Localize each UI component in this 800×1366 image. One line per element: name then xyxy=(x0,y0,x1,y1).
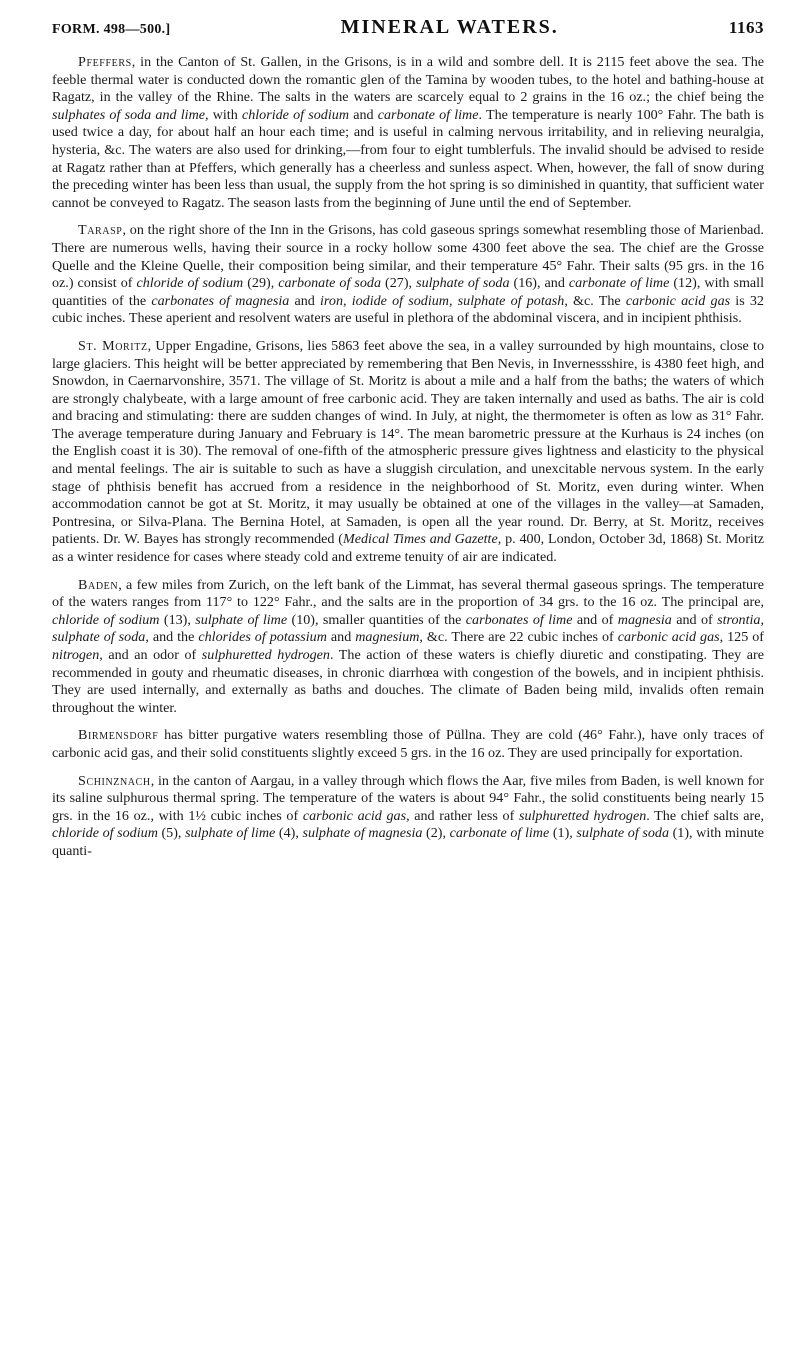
text-run: and xyxy=(326,629,356,646)
italic-term: sulphate of magnesia xyxy=(302,825,423,842)
entry-heading: Tarasp xyxy=(78,222,123,239)
body-text xyxy=(52,54,764,861)
paragraph-baden xyxy=(52,577,764,718)
italic-term: carbonic acid gas xyxy=(302,807,407,824)
paragraph-st-moritz xyxy=(52,338,764,567)
text-run: (1), with minute quanti- xyxy=(52,825,764,859)
text-run: , in the Canton of St. Gallen, in the Grisons, is in a wild and sombre dell. It is 2115 feet above the sea. The feeble thermal water is conducted down the romantic glen of the Tamina by wooden tubes, to the hotel and bathing-house at Ragatz, in the valley of the Rhine. The salts in the waters are scarcely equal to 2 grains in the 16 oz.; the chief being the xyxy=(52,54,764,106)
italic-term: sulphate of soda xyxy=(416,275,510,292)
text-run: (4), xyxy=(275,825,303,842)
italic-term: strontia, sulphate of soda xyxy=(52,611,764,646)
text-run: , p. 400, London, October 3d, 1868) St. Moritz as a winter residence for cases where steady cold and extreme tenuity of air are indicated. xyxy=(52,531,764,566)
text-run: (10), smaller quantities of the xyxy=(287,611,466,628)
entry-heading: St. Moritz xyxy=(78,337,148,354)
entry-heading: Birmensdorf xyxy=(78,727,159,744)
text-run: is 32 cubic inches. These aperient and resolvent waters are useful in plethora of the abdominal viscera, and in incipient phthisis. xyxy=(52,292,764,327)
text-run: and xyxy=(289,292,321,309)
text-run: . The action of these waters is chiefly diuretic and constipating. They are recommended in gouty and rheumatic diseases, in chronic diarrhœa with congestion of the bowels, and in incipient phthisis. They are used internally, and externally as baths and douches. The climate of Baden being mild, invalids often remain throughout the winter. xyxy=(52,647,764,716)
paragraph-schinznach xyxy=(52,773,764,861)
text-run: , and an odor of xyxy=(99,647,202,663)
italic-term: carbonate of soda xyxy=(278,275,382,292)
italic-term: sulphate of lime xyxy=(185,825,276,842)
italic-term: sulphates of soda and lime xyxy=(52,106,205,123)
text-run: (1), xyxy=(549,825,577,842)
text-run: (16), and xyxy=(509,275,569,292)
entry-heading: Pfeffers xyxy=(78,54,132,70)
text-run: (2), xyxy=(422,825,450,842)
page-title: MINERAL WATERS. xyxy=(340,16,559,38)
italic-term: carbonates of magnesia xyxy=(151,292,290,309)
form-reference: FORM. 498—500.] xyxy=(52,22,171,37)
text-run: , on the right shore of the Inn in the Grisons, has cold gaseous springs somewhat resembling those of Marienbad. There are numerous wells, having their source in a rocky hollow some 4300 feet above the sea. The chief are the Grosse Quelle and the Kleine Quelle, their composition being similar, and their temperature 45° Fahr. Their salts (95 grs. in the 16 oz.) consist of xyxy=(52,222,764,292)
text-run: (5), xyxy=(157,825,186,842)
entry-heading: Baden xyxy=(78,576,119,593)
italic-term: carbonate of lime xyxy=(449,825,550,842)
italic-term: chloride of sodium xyxy=(136,275,244,292)
italic-term: magnesia xyxy=(617,611,672,628)
italic-term: sulphate of soda xyxy=(576,825,669,842)
text-run: , and rather less of xyxy=(406,807,519,824)
page-number: 1163 xyxy=(728,18,764,37)
italic-term: sulphuretted hydrogen xyxy=(518,807,647,824)
text-run: , with xyxy=(205,106,242,123)
text-run: and of xyxy=(572,611,618,628)
italic-term: chlorides of potassium xyxy=(198,629,327,646)
italic-term: carbonate of lime xyxy=(377,106,479,123)
italic-term: chloride of sodium xyxy=(241,106,349,123)
entry-heading: Schinznach xyxy=(78,772,151,789)
italic-term: magnesium xyxy=(355,629,420,646)
text-run: , &c. The xyxy=(564,292,626,309)
italic-term: carbonates of lime xyxy=(465,611,573,628)
text-run: (27), xyxy=(381,275,417,292)
text-run: , 125 of xyxy=(719,629,764,646)
text-run: . The temperature is nearly 100° Fahr. The bath is used twice a day, for about half an hour each time; and is useful in calming nervous irritability, and in relieving neuralgia, hysteria, &c. The waters are also used for drinking,—from four to eight tumblerfuls. The invalid should be advised to reside at Ragatz rather than at Pfeffers, which generally has a cheerless and sunless aspect. When, however, the fall of snow during the preceding winter has been less than usual, the supply from the hot spring is so diminished in quantity, that sufficient water cannot be conveyed to Ragatz. The season lasts from the beginning of June until the end of September. xyxy=(52,106,764,211)
italic-term: chloride of sodium xyxy=(52,825,158,842)
paragraph-birmensdorf xyxy=(52,727,764,762)
italic-term: sulphate of lime xyxy=(195,611,288,628)
running-head xyxy=(52,16,764,46)
italic-term: carbonate of lime xyxy=(568,275,670,292)
paragraph-pfeffers xyxy=(52,54,764,212)
text-run: has bitter purgative waters resembling those of Püllna. They are cold (46° Fahr.), have only traces of carbonic acid gas, and their solid constituents slightly exceed 5 grs. in the 16 oz. They are used principally for exportation. xyxy=(52,727,764,761)
italic-term: carbonic acid gas xyxy=(625,292,731,309)
text-run: , Upper Engadine, Grisons, lies 5863 feet above the sea, in a valley surrounded by high mountains, close to large glaciers. This height will be better appreciated by remembering that Ben Nevis, in Invernessshire, is 4380 feet high, and Snowdon, in Caernarvonshire, 3571. The village of St. Moritz is about a mile and a half from the baths; the waters of which are strongly chalybeate, with a large amount of free carbonic acid. They are taken internally and used as baths. The air is cold and bracing and stimulating: there are sudden changes of wind. In July, at night, the thermometer is often as low as 31° Fahr. The average temperature during January and February is 14°. The mean barometric pressure at the Kurhaus is 24 inches (on the English coast it is 30). The removal of one-fifth of the atmospheric pressure gives lightness and elasticity to the physical and mental feelings. The air is suitable to such as have a sluggish circulation, and unexcitable nervous system. In the early stage of phthisis benefit has accrued from a residence in the neighborhood of St. Moritz, even during winter. When accommodation cannot be got at St. Moritz, it may usually be obtained at one of the villages in the valley—at Samaden, Pontresina, or Silva-Plana. The Bernina Hotel, at Samaden, is open all the year round. Dr. Berry, at St. Moritz, receives patients. Dr. W. Bayes has strongly recommended ( xyxy=(52,337,764,548)
italic-term: Medical Times and Gazette xyxy=(342,531,498,548)
book-page xyxy=(52,16,764,871)
text-run: , in the canton of Aargau, in a valley through which flows the Aar, five miles from Baden, is well known for its saline sulphurous thermal spring. The temperature of the waters is about 94° Fahr., the solid constituents being nearly 15 grs. in the 16 oz., with 1½ cubic inches of xyxy=(52,772,764,824)
italic-term: iron, iodide of sodium, sulphate of potash xyxy=(320,292,565,309)
text-run: , a few miles from Zurich, on the left bank of the Limmat, has several thermal gaseous springs. The temperature of the waters ranges from 117° to 122° Fahr., and the salts are in the proportion of 34 grs. to the 16 oz. The principal are, xyxy=(52,576,764,611)
italic-term: nitrogen xyxy=(52,647,100,663)
text-run: (29), xyxy=(243,275,279,292)
text-run: and xyxy=(349,106,378,123)
italic-term: carbonic acid gas xyxy=(617,629,720,646)
text-run: , &c. There are 22 cubic inches of xyxy=(419,629,618,646)
text-run: (12), with small quantities of the xyxy=(52,275,765,309)
italic-term: sulphuretted hydrogen xyxy=(201,647,330,663)
text-run: (13), xyxy=(159,611,196,628)
text-run: and of xyxy=(671,611,718,628)
text-run: . The chief salts are, xyxy=(646,807,764,824)
paragraph-tarasp xyxy=(52,222,764,328)
text-run: , and the xyxy=(145,629,199,646)
italic-term: chloride of sodium xyxy=(52,611,160,628)
